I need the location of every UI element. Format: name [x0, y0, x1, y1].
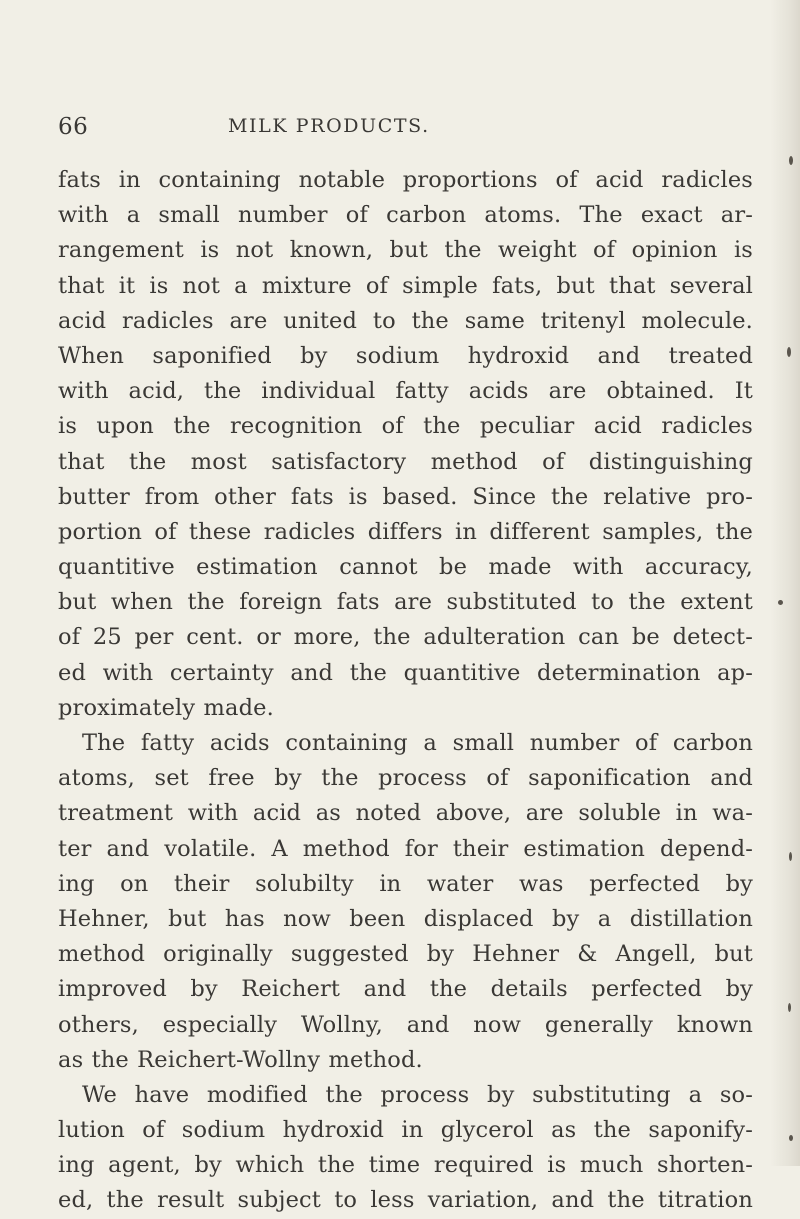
text-line: proximately made. [58, 694, 274, 721]
text-line: ing agent, by which the time required is much shorten- [58, 1152, 753, 1179]
text-line: that the most satisfactory method of distinguishing [58, 448, 753, 475]
ink-speck [789, 852, 792, 861]
text-line: with acid, the individual fatty acids are obtained. It [58, 378, 753, 405]
text-line: lution of sodium hydroxid in glycerol as the saponify- [58, 1117, 753, 1144]
text-line: When saponified by sodium hydroxid and treated [58, 342, 753, 369]
running-head [0, 114, 800, 148]
ink-speck [787, 347, 791, 357]
text-line: of 25 per cent. or more, the adulteration can be detect- [58, 624, 753, 651]
text-line: is upon the recognition of the peculiar acid radicles [58, 413, 753, 440]
page-number: 66 [58, 114, 89, 140]
text-line: but when the foreign fats are substituted to the extent [58, 589, 753, 616]
text-line: acid radicles are united to the same tritenyl molecule. [58, 307, 753, 334]
paragraph-3 [58, 1078, 753, 1219]
body-text [58, 163, 753, 1219]
text-line: ed with certainty and the quantitive determination ap- [58, 659, 753, 686]
paragraph-2 [58, 726, 753, 1078]
text-line: Hehner, but has now been displaced by a distillation [58, 905, 753, 932]
text-line: with a small number of carbon atoms. The exact ar- [58, 202, 753, 229]
text-line: treatment with acid as noted above, are soluble in wa- [58, 800, 753, 827]
text-line: fats in containing notable proportions of acid radicles [58, 167, 753, 193]
text-line: portion of these radicles differs in different samples, the [58, 518, 753, 545]
text-line: quantitive estimation cannot be made with accuracy, [58, 554, 753, 581]
text-line: rangement is not known, but the weight of opinion is [58, 237, 753, 264]
text-line: atoms, set free by the process of saponification and [58, 765, 753, 792]
text-line: as the Reichert-Wollny method. [58, 1046, 423, 1073]
text-line: ter and volatile. A method for their estimation depend- [58, 835, 753, 862]
paragraph-1 [58, 163, 753, 726]
text-line: We have modified the process by substituting a so- [82, 1081, 753, 1108]
text-line: ed, the result subject to less variation, and the titration [58, 1187, 753, 1214]
ink-speck [778, 600, 783, 605]
ink-speck [789, 156, 793, 165]
ink-speck [789, 1135, 793, 1141]
text-line: The fatty acids containing a small number of carbon [82, 730, 753, 756]
ink-speck [788, 1003, 791, 1012]
text-line: others, especially Wollny, and now generally known [58, 1011, 753, 1038]
text-line: that it is not a mixture of simple fats, but that several [58, 272, 753, 299]
text-line: method originally suggested by Hehner & Angell, but [58, 941, 753, 968]
running-title: MILK PRODUCTS. [228, 115, 430, 137]
text-line: improved by Reichert and the details perfected by [58, 976, 753, 1003]
text-line: butter from other fats is based. Since the relative pro- [58, 483, 753, 510]
text-line: ing on their solubilty in water was perfected by [58, 870, 753, 897]
